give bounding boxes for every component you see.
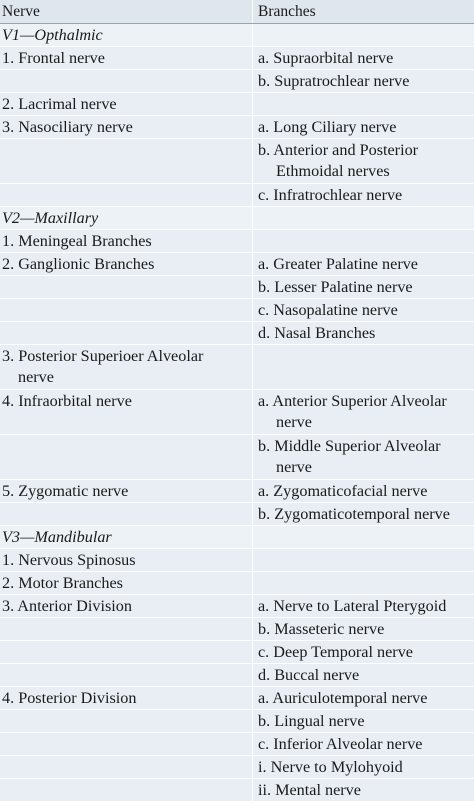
nerve-cell	[0, 710, 253, 732]
branch-name: d. Nasal Branches	[258, 324, 376, 342]
branch-cell	[253, 184, 474, 206]
table-row	[0, 390, 474, 435]
branch-name: a. Auriculotemporal nerve	[258, 689, 428, 707]
table-row	[0, 641, 474, 664]
branch-name: c. Inferior Alveolar nerve	[258, 735, 423, 753]
table-row	[0, 139, 474, 184]
branch-name: b. Zygomaticotemporal nerve	[258, 505, 450, 523]
branch-name: a. Long Ciliary nerve	[258, 118, 397, 136]
nerve-cell	[0, 572, 253, 594]
nerve-cell	[0, 480, 253, 502]
nerve-cell	[0, 390, 253, 434]
table-row	[0, 230, 474, 253]
nerve-cell	[0, 24, 253, 46]
nerve-cell	[0, 345, 253, 389]
branch-name: b. Anterior and Posterior	[258, 141, 419, 159]
branch-cell	[253, 480, 474, 502]
table-row	[0, 322, 474, 345]
branch-name: d. Buccal nerve	[258, 666, 360, 684]
table-row	[0, 435, 474, 480]
nerve-name: V3—Mandibular	[2, 528, 112, 546]
branch-cell	[253, 299, 474, 321]
branch-name: i. Nerve to Mylohyoid	[258, 758, 403, 776]
table-row	[0, 184, 474, 207]
nerve-name: 1. Nervous Spinosus	[2, 551, 136, 569]
nerve-cell	[0, 618, 253, 640]
branch-name: b. Masseteric nerve	[258, 620, 385, 638]
branch-name: b. Lingual nerve	[258, 712, 365, 730]
branch-cell	[253, 93, 474, 115]
table-body	[0, 24, 474, 802]
branch-name: b. Lesser Palatine nerve	[258, 278, 413, 296]
nerve-cell	[0, 526, 253, 548]
table-row	[0, 572, 474, 595]
branch-cell	[253, 549, 474, 571]
branch-name: Ethmoidal nerves	[276, 162, 390, 180]
branch-cell	[253, 595, 474, 617]
nerve-cell	[0, 207, 253, 229]
nerve-cell	[0, 779, 253, 801]
nerve-name: 3. Nasociliary nerve	[2, 118, 133, 136]
nerve-cell	[0, 253, 253, 275]
branch-name: c. Infratrochlear nerve	[258, 186, 403, 204]
branch-cell	[253, 503, 474, 525]
table-row	[0, 618, 474, 641]
branch-cell	[253, 253, 474, 275]
branch-name: c. Nasopalatine nerve	[258, 301, 398, 319]
branch-cell	[253, 139, 474, 183]
nerve-cell	[0, 230, 253, 252]
nerve-cell	[0, 116, 253, 138]
section-row	[0, 526, 474, 549]
nerve-cell	[0, 733, 253, 755]
table-row	[0, 116, 474, 139]
branch-cell	[253, 435, 474, 479]
table-row	[0, 299, 474, 322]
nerve-cell	[0, 70, 253, 92]
nerve-name: 3. Posterior Superioer Alveolar	[2, 347, 204, 365]
branch-cell	[253, 230, 474, 252]
nerve-cell	[0, 299, 253, 321]
table-row	[0, 93, 474, 116]
branch-cell	[253, 572, 474, 594]
table-header	[0, 0, 474, 24]
nerve-cell	[0, 641, 253, 663]
section-row	[0, 24, 474, 47]
branch-name: a. Anterior Superior Alveolar	[258, 392, 447, 410]
branch-name: b. Middle Superior Alveolar	[258, 437, 441, 455]
nerve-cell	[0, 756, 253, 778]
nerve-name: 2. Lacrimal nerve	[2, 95, 117, 113]
nerve-cell	[0, 687, 253, 709]
nerve-name: 2. Ganglionic Branches	[2, 255, 155, 273]
branch-cell	[253, 733, 474, 755]
nerve-name: 1. Frontal nerve	[2, 49, 105, 67]
branch-name: a. Greater Palatine nerve	[258, 255, 418, 273]
nerve-name: 2. Motor Branches	[2, 574, 123, 592]
branch-cell	[253, 322, 474, 344]
table-row	[0, 756, 474, 779]
nerve-cell	[0, 595, 253, 617]
table-row	[0, 549, 474, 572]
branch-cell	[253, 276, 474, 298]
branch-cell	[253, 526, 474, 548]
nerve-cell	[0, 184, 253, 206]
branch-cell	[253, 345, 474, 389]
branch-cell	[253, 207, 474, 229]
header-branches: Branches	[258, 3, 316, 20]
nerve-name: V1—Opthalmic	[2, 26, 103, 44]
table-row	[0, 503, 474, 526]
branch-name: ii. Mental nerve	[258, 781, 361, 799]
branch-cell	[253, 47, 474, 69]
nerve-cell	[0, 435, 253, 479]
branch-cell	[253, 779, 474, 801]
section-row	[0, 207, 474, 230]
branch-cell	[253, 710, 474, 732]
nerve-name: 1. Meningeal Branches	[2, 232, 152, 250]
nerve-cell	[0, 664, 253, 686]
branch-cell	[253, 24, 474, 46]
table-row	[0, 687, 474, 710]
nerve-name: 4. Posterior Division	[2, 689, 137, 707]
branch-cell	[253, 390, 474, 434]
nerve-cell	[0, 549, 253, 571]
nerve-cell	[0, 47, 253, 69]
branch-name: nerve	[276, 413, 312, 431]
table-row	[0, 595, 474, 618]
branch-cell	[253, 664, 474, 686]
table-row	[0, 253, 474, 276]
branch-name: nerve	[276, 458, 312, 476]
branch-cell	[253, 641, 474, 663]
table-row	[0, 779, 474, 802]
branch-cell	[253, 756, 474, 778]
nerve-cell	[0, 139, 253, 183]
branch-name: a. Nerve to Lateral Pterygoid	[258, 597, 447, 615]
nerve-name: V2—Maxillary	[2, 209, 99, 227]
branch-name: a. Supraorbital nerve	[258, 49, 394, 67]
table-row	[0, 664, 474, 687]
nerve-cell	[0, 276, 253, 298]
nerve-cell	[0, 322, 253, 344]
header-nerve: Nerve	[0, 0, 253, 23]
branch-name: c. Deep Temporal nerve	[258, 643, 413, 661]
branch-cell	[253, 618, 474, 640]
table-row	[0, 710, 474, 733]
branch-cell	[253, 116, 474, 138]
table-row	[0, 480, 474, 503]
nerve-name: 5. Zygomatic nerve	[2, 482, 129, 500]
branch-name: a. Zygomaticofacial nerve	[258, 482, 428, 500]
table-row	[0, 345, 474, 390]
table-row	[0, 733, 474, 756]
branch-name: b. Supratrochlear nerve	[258, 72, 410, 90]
nerve-name: 4. Infraorbital nerve	[2, 392, 132, 410]
table-row	[0, 70, 474, 93]
nerve-name: nerve	[18, 368, 54, 386]
nerve-cell	[0, 503, 253, 525]
branch-cell	[253, 70, 474, 92]
nerve-name: 3. Anterior Division	[2, 597, 132, 615]
table-row	[0, 47, 474, 70]
nerve-cell	[0, 93, 253, 115]
table-row	[0, 276, 474, 299]
branch-cell	[253, 687, 474, 709]
